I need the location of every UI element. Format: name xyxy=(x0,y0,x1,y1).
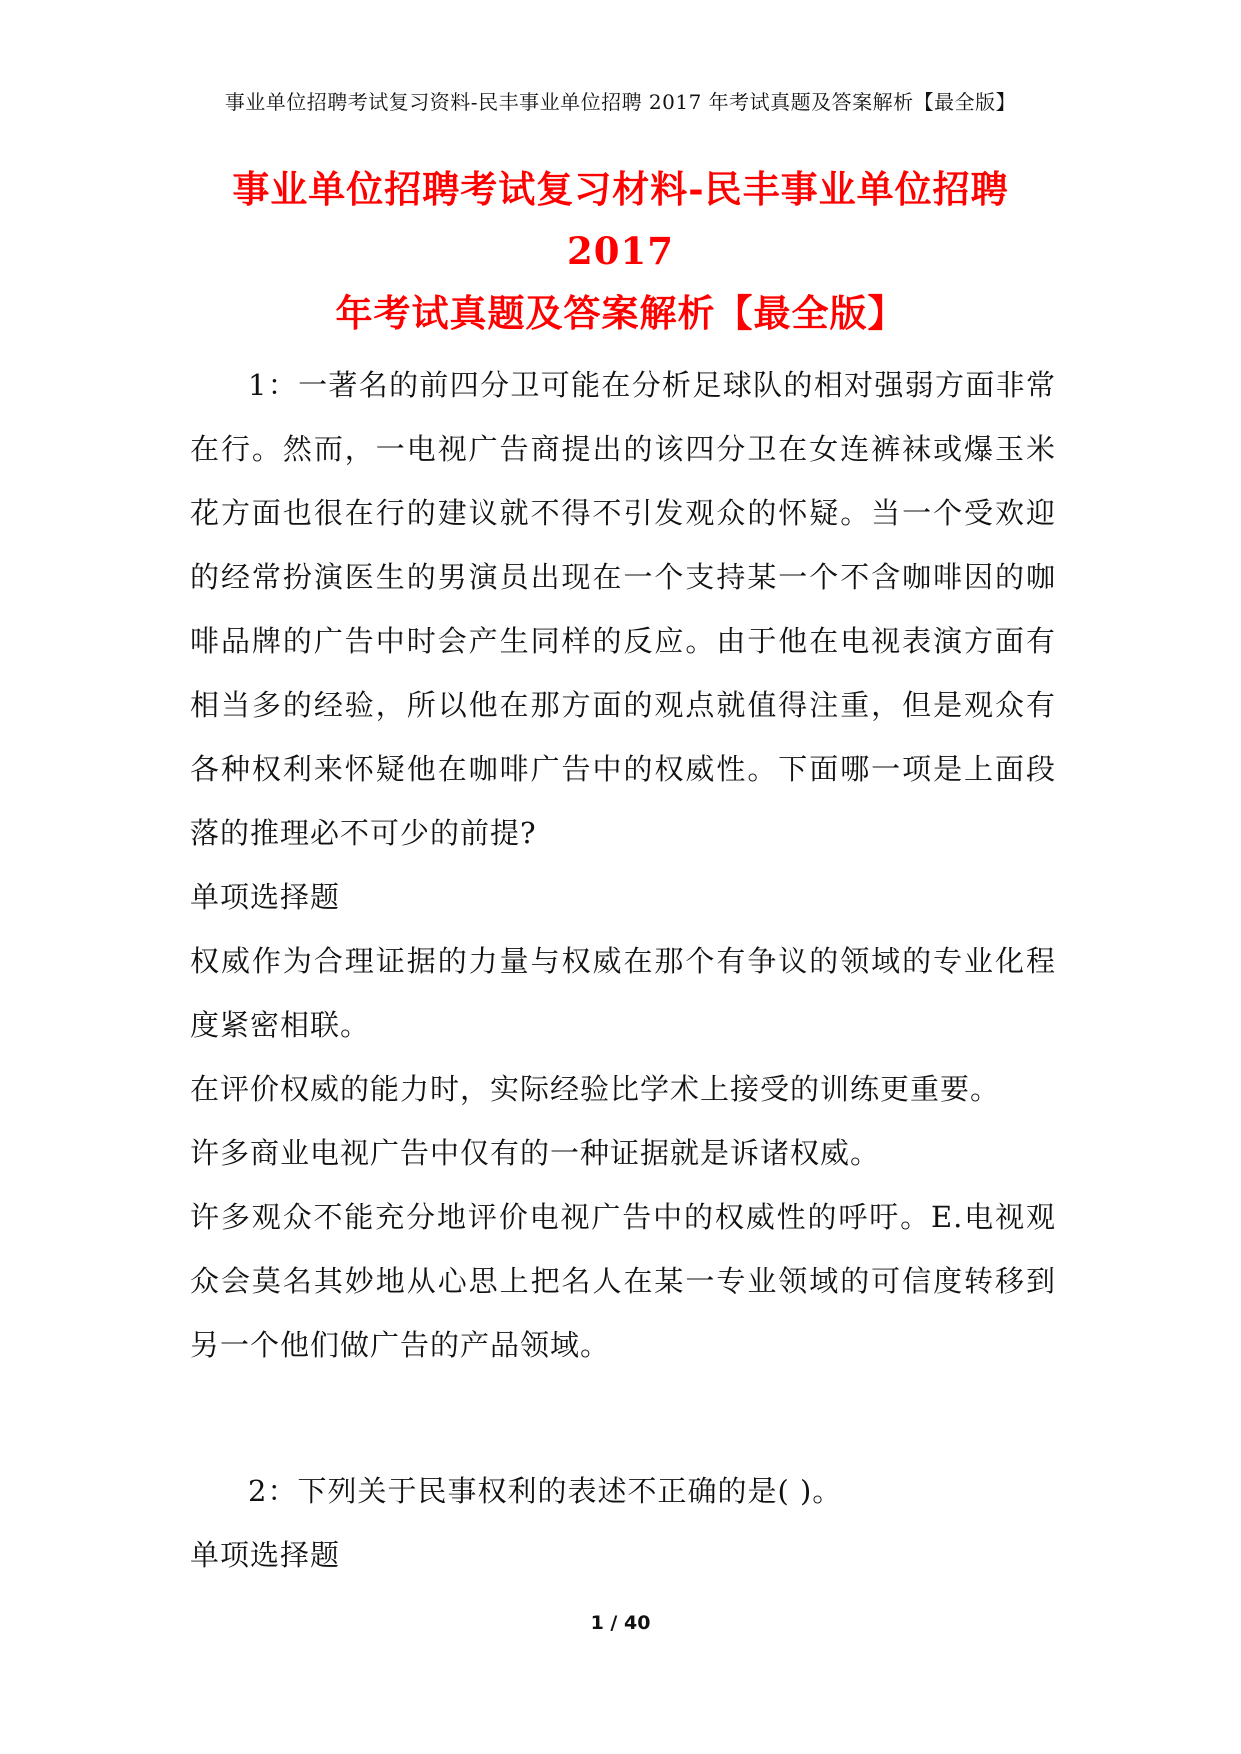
document-body xyxy=(190,353,1056,1587)
question-type: 单项选择题 xyxy=(190,880,341,914)
question-2 xyxy=(190,1459,1056,1587)
title-line-2: 年考试真题及答案解析【最全版】 xyxy=(335,291,906,335)
option-item: 许多商业电视广告中仅有的一种证据就是诉诸权威。 xyxy=(190,1136,881,1170)
question-type: 单项选择题 xyxy=(190,1538,341,1572)
question-1 xyxy=(190,353,1056,1377)
option-item: 权威作为合理证据的力量与权威在那个有争议的领域的专业化程度紧密相联。 xyxy=(190,944,1056,1042)
page-number: 1 / 40 xyxy=(590,1612,651,1634)
question-stem: 2：下列关于民事权利的表述不正确的是( )。 xyxy=(248,1474,843,1508)
option-item: 许多观众不能充分地评价电视广告中的权威性的呼吁。E.电视观众会莫名其妙地从心思上把名人在某一专业领域的可信度转移到另一个他们做广告的产品领域。 xyxy=(190,1200,1056,1362)
option-list xyxy=(190,929,1056,1377)
option-item: 在评价权威的能力时，实际经验比学术上接受的训练更重要。 xyxy=(190,1072,1001,1106)
document-title xyxy=(185,158,1056,344)
running-header: 事业单位招聘考试复习资料-民丰事业单位招聘 2017 年考试真题及答案解析【最全版】 xyxy=(224,90,1017,114)
question-stem: 1：一著名的前四分卫可能在分析足球队的相对强弱方面非常在行。然而，一电视广告商提出的该四分卫在女连裤袜或爆玉米花方面也很在行的建议就不得不引发观众的怀疑。当一个受欢迎的经常扮演医生的男演员出现在一个支持某一个不含咖啡因的咖啡品牌的广告中时会产生同样的反应。由于他在电视表演方面有相当多的经验，所以他在那方面的观点就值得注重，但是观众有各种权利来怀疑他在咖啡广告中的权威性。下面哪一项是上面段落的推理必不可少的前提? xyxy=(190,368,1056,850)
title-line-1: 事业单位招聘考试复习材料-民丰事业单位招聘 2017 xyxy=(232,167,1009,273)
